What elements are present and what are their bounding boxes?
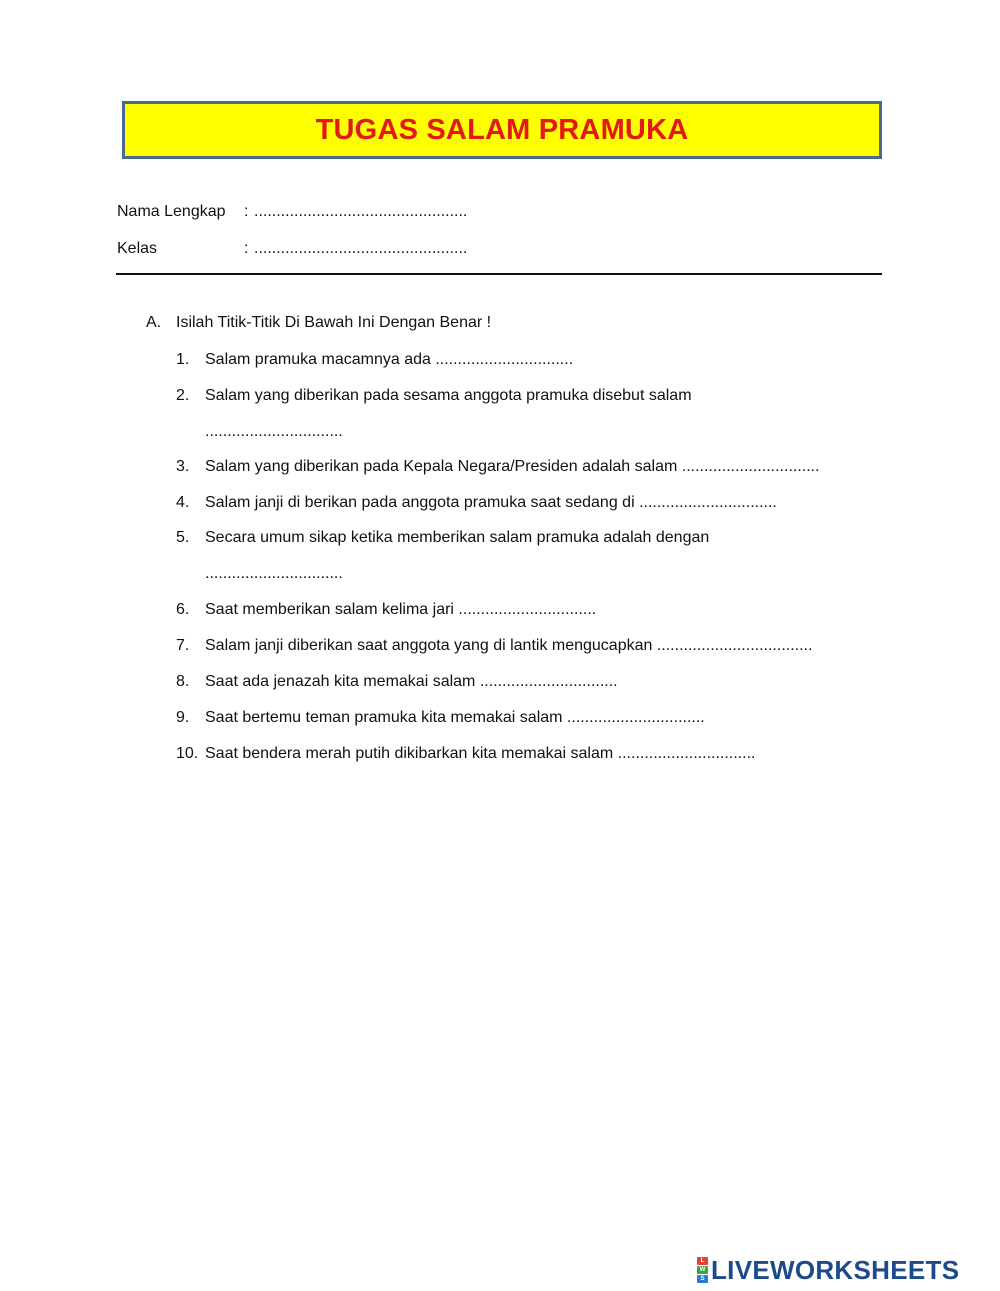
class-field-label: Kelas bbox=[117, 240, 158, 257]
section-instruction: Isilah Titik-Titik Di Bawah Ini Dengan Benar ! bbox=[176, 314, 492, 331]
question-text[interactable]: Saat bendera merah putih dikibarkan kita memakai salam ............................... bbox=[205, 745, 756, 762]
question-number: 10. bbox=[176, 745, 199, 762]
name-field-input[interactable]: ................................................ bbox=[254, 203, 468, 220]
question-text[interactable]: Salam yang diberikan pada Kepala Negara/Presiden adalah salam ............................... bbox=[205, 458, 820, 475]
name-field-colon: : bbox=[244, 203, 249, 220]
question-text: Salam yang diberikan pada sesama anggota pramuka disebut salam bbox=[205, 387, 692, 404]
answer-blank[interactable]: ............................... bbox=[205, 565, 343, 582]
question-number: 4. bbox=[176, 494, 190, 511]
question-number: 7. bbox=[176, 637, 190, 654]
question-number: 8. bbox=[176, 673, 190, 690]
logo-mark-letter: L bbox=[697, 1257, 708, 1265]
name-field-label: Nama Lengkap bbox=[117, 203, 226, 220]
question-text[interactable]: Salam janji di berikan pada anggota pramuka saat sedang di ............................... bbox=[205, 494, 777, 511]
header-divider bbox=[116, 273, 882, 275]
logo-mark-letter: S bbox=[697, 1275, 708, 1283]
logo-mark-icon bbox=[697, 1257, 708, 1283]
section-letter: A. bbox=[146, 314, 162, 331]
question-text[interactable]: Saat bertemu teman pramuka kita memakai salam ............................... bbox=[205, 709, 705, 726]
question-number: 1. bbox=[176, 351, 190, 368]
liveworksheets-logo[interactable] bbox=[697, 1255, 959, 1285]
question-number: 5. bbox=[176, 529, 190, 546]
brand-name: LIVEWORKSHEETS bbox=[711, 1254, 960, 1285]
title-banner bbox=[122, 101, 882, 159]
question-text[interactable]: Salam pramuka macamnya ada ............................... bbox=[205, 351, 574, 368]
question-text[interactable]: Saat ada jenazah kita memakai salam ............................... bbox=[205, 673, 618, 690]
question-text: Secara umum sikap ketika memberikan salam pramuka adalah dengan bbox=[205, 529, 710, 546]
page-title: TUGAS SALAM PRAMUKA bbox=[315, 113, 689, 146]
question-text[interactable]: Salam janji diberikan saat anggota yang di lantik mengucapkan ................................... bbox=[205, 637, 813, 654]
question-number: 3. bbox=[176, 458, 190, 475]
class-field-colon: : bbox=[244, 240, 249, 257]
question-text[interactable]: Saat memberikan salam kelima jari ............................... bbox=[205, 601, 597, 618]
logo-mark-letter: W bbox=[697, 1266, 708, 1274]
question-number: 9. bbox=[176, 709, 190, 726]
answer-blank[interactable]: ............................... bbox=[205, 423, 343, 440]
question-number: 2. bbox=[176, 387, 190, 404]
class-field-input[interactable]: ................................................ bbox=[254, 240, 468, 257]
question-number: 6. bbox=[176, 601, 190, 618]
